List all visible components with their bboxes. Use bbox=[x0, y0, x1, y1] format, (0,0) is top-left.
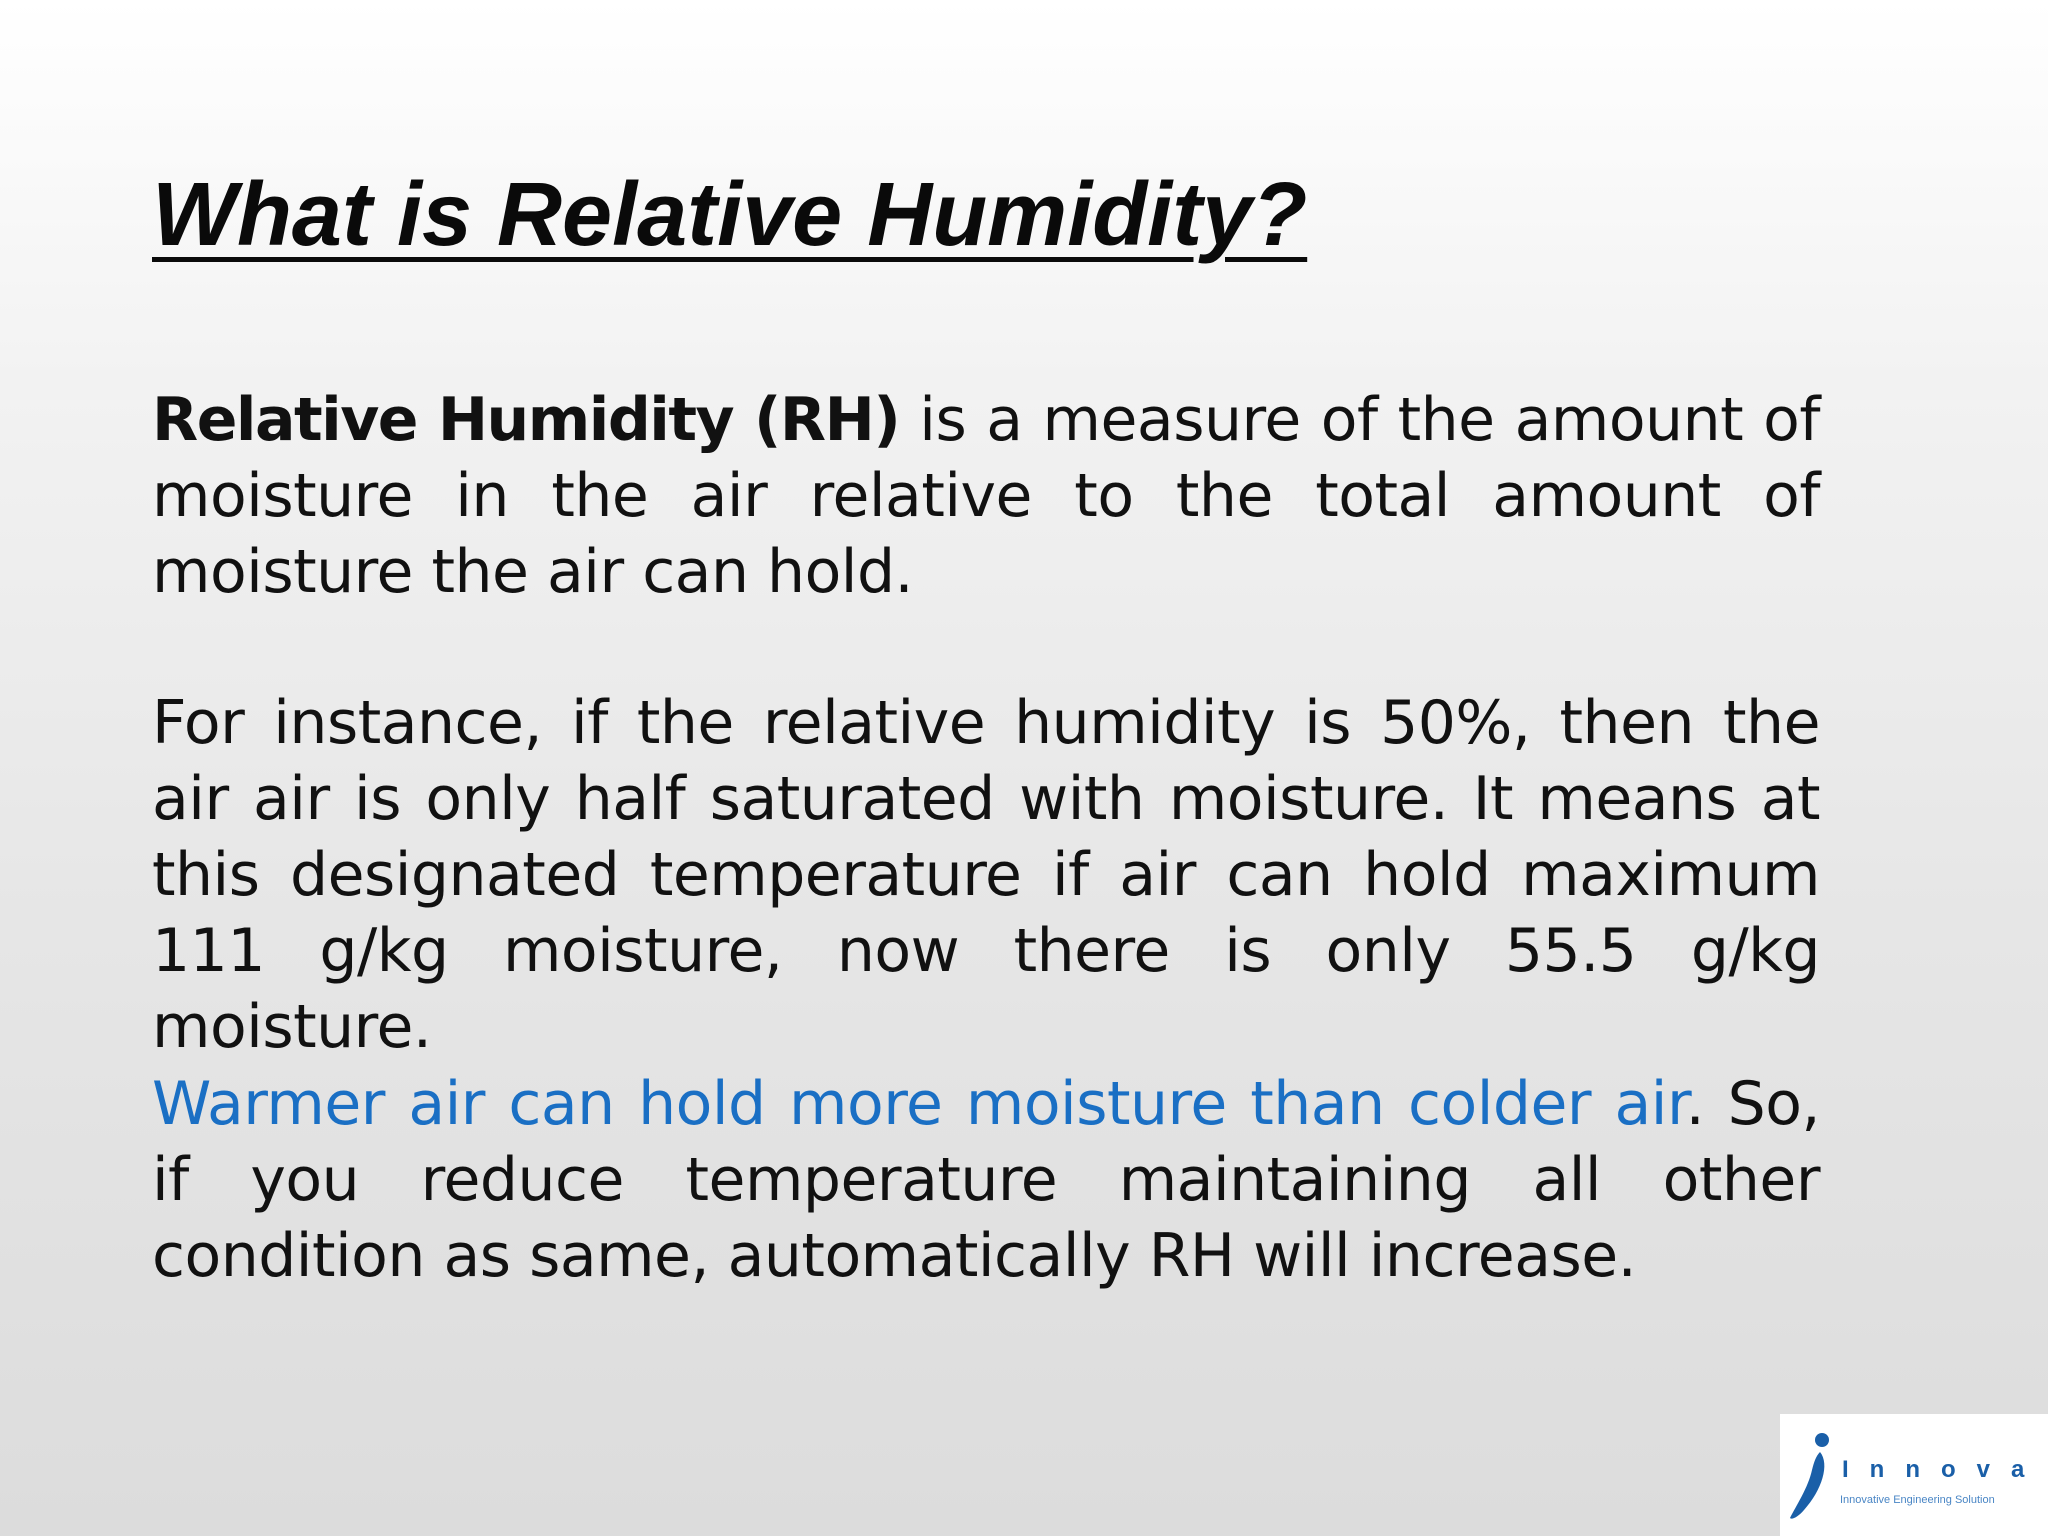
innova-logo-icon bbox=[1786, 1430, 1846, 1526]
slide-title: What is Relative Humidity? bbox=[152, 165, 1308, 265]
definition-text: is a measure of the amount of moisture in the air relative to the total amount of moisture the air can hold. bbox=[152, 385, 1820, 607]
company-logo bbox=[1780, 1414, 2048, 1536]
temperature-paragraph bbox=[152, 1066, 1820, 1294]
logo-wordmark: Innova bbox=[1842, 1456, 2046, 1483]
logo-tagline: Innovative Engineering Solution bbox=[1840, 1494, 1995, 1506]
definition-term: Relative Humidity (RH) bbox=[152, 385, 900, 455]
example-paragraph: For instance, if the relative humidity is 50%, then the air air is only half saturated with moisture. It means at this designated temperature if air can hold maximum 111 g/kg moisture, now there is only 55.5 g/kg moisture. bbox=[152, 688, 1820, 1062]
temperature-text: . So, if you reduce temperature maintaining all other condition as same, automatically RH will increase. bbox=[152, 1069, 1820, 1291]
definition-paragraph bbox=[152, 382, 1820, 610]
highlight-text: Warmer air can hold more moisture than colder air bbox=[152, 1069, 1686, 1139]
